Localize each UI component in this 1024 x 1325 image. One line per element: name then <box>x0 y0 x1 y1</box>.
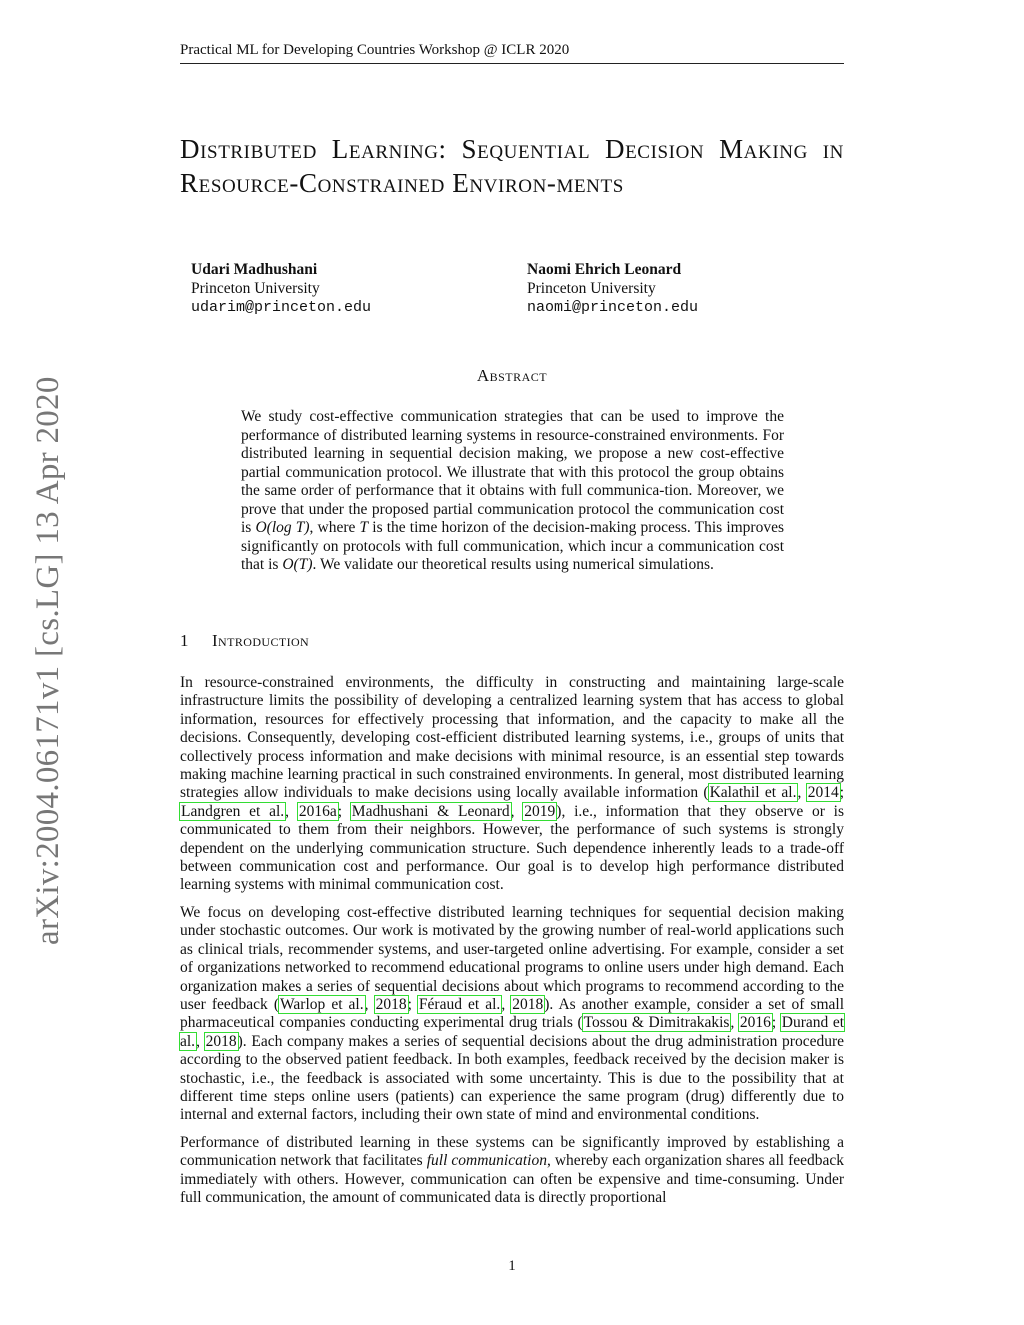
emphasis: full communication <box>426 1152 547 1170</box>
section-title: Introduction <box>212 631 310 650</box>
citation-link[interactable]: 2016a <box>298 802 337 820</box>
author-email[interactable]: naomi@princeton.edu <box>527 299 699 316</box>
citation-link[interactable]: 2016 <box>739 1014 771 1032</box>
citation-link[interactable]: Landgren et al. <box>181 802 285 820</box>
citation-link[interactable]: 2018 <box>205 1032 237 1050</box>
citation-link[interactable]: Durand et al. <box>180 1014 845 1050</box>
citation-link[interactable]: Tossou & Dimitrakakis <box>583 1014 730 1032</box>
citation-link[interactable]: 2018 <box>375 995 407 1013</box>
arxiv-stamp: arXiv:2004.06171v1 [cs.LG] 13 Apr 2020 <box>30 376 66 945</box>
section-number: 1 <box>180 631 189 650</box>
citation-link[interactable]: 2019 <box>524 802 556 820</box>
citation-link[interactable]: Féraud et al. <box>418 995 501 1013</box>
running-header: Practical ML for Developing Countries Workshop @ ICLR 2020 <box>180 42 844 64</box>
citation-link[interactable]: Kalathil et al. <box>709 784 797 802</box>
author-name: Naomi Ehrich Leonard <box>527 261 682 278</box>
author-email[interactable]: udarim@princeton.edu <box>191 299 372 316</box>
abstract-text: We study cost-effective communication strategies that can be used to improve the performance of distributed learning systems in resource-constrained environments. For distributed learning in sequential decision making, we propose a new cost-effective partial communication protocol. We illustrate that with this protocol the group obtains the same order of performance that it obtains with full communica-tion. Moreover, we prove that under the proposed partial communication protocol the communication cost is O(log T), where T is the time horizon of the decision-making process. This improves significantly on protocols with full communication, which incur a communication cost that is O(T). We validate our theoretical results using numerical simulations. <box>241 408 784 573</box>
citation-link[interactable]: Warlop et al. <box>280 995 364 1013</box>
body-text <box>180 674 844 1216</box>
paragraph: Performance of distributed learning in these systems can be significantly improved by establishing a communication network that facilitates full communication, whereby each organization shares all feedback immediately with others. However, communication can often be expensive and time-consuming. Under full communication, the amount of communicated data is directly proportional <box>180 1133 844 1206</box>
math-inline: O(T) <box>282 556 313 573</box>
author-name: Udari Madhushani <box>191 261 318 278</box>
abstract-heading: Abstract <box>476 366 548 385</box>
author-1 <box>191 260 371 317</box>
paragraph: We focus on developing cost-effective distributed learning techniques for sequential decision making under stochastic outcomes. Our work is motivated by the growing number of real-world applications such as clinical trials, recommender systems, and user-targeted online advertising. For example, consider a set of organizations networked to recommend educational programs to online users under high demand. Each organization makes a series of sequential decisions about which programs to recommend according to the user feedback (Warlop et al., 2018; Féraud et al., 2018). As another example, consider a set of small pharmaceutical companies conducting experimental drug trials (Tossou & Dimitrakakis, 2016; Durand et al., 2018). Each company makes a series of sequential decisions about the drug administration procedure according to the observed patient feedback. In both examples, feedback received by the decision maker is stochastic, i.e., the feedback is associated with some uncertainty. This is due to the possibility that at different time steps online users (patients) can experience the same program (drug) differently due to internal and external factors, including their own state of mind and environmental conditions. <box>180 903 845 1124</box>
paragraph: In resource-constrained environments, the difficulty in constructing and maintaining large-scale infrastructure limits the possibility of developing a centralized learning system that has access to global information, resources for effectively processing that information, and the capacity to make all the decisions. Consequently, developing cost-efficient distributed learning systems, i.e., groups of units that collectively process information and make decisions with minimal resource, is an essential step towards making machine learning practical in such constrained environments. In general, most distributed learning strategies allow individuals to make decisions using locally available information (Kalathil et al., 2014; Landgren et al., 2016a; Madhushani & Leonard, 2019), i.e., information that they observe or is communicated to them from their neighbors. However, the performance of such systems is strongly dependent on the underlying communication structure. Such dependence inherently leads to a trade-off between communication cost and performance. Our goal is to develop high performance distributed learning systems with minimal communication cost. <box>180 674 845 894</box>
author-2 <box>527 260 698 317</box>
citation-link[interactable]: Madhushani & Leonard <box>351 802 510 820</box>
page-number: 1 <box>508 1258 516 1274</box>
section-heading <box>180 631 844 651</box>
author-affiliation: Princeton University <box>191 280 320 297</box>
author-affiliation: Princeton University <box>527 280 656 297</box>
math-inline: T <box>359 519 369 536</box>
math-inline: O(log T) <box>255 519 310 536</box>
paper-title: Distributed Learning: Sequential Decision Making in Resource-Constrained Environ-ments <box>180 134 844 198</box>
citation-link[interactable]: 2014 <box>807 784 839 802</box>
citation-link[interactable]: 2018 <box>512 995 544 1013</box>
